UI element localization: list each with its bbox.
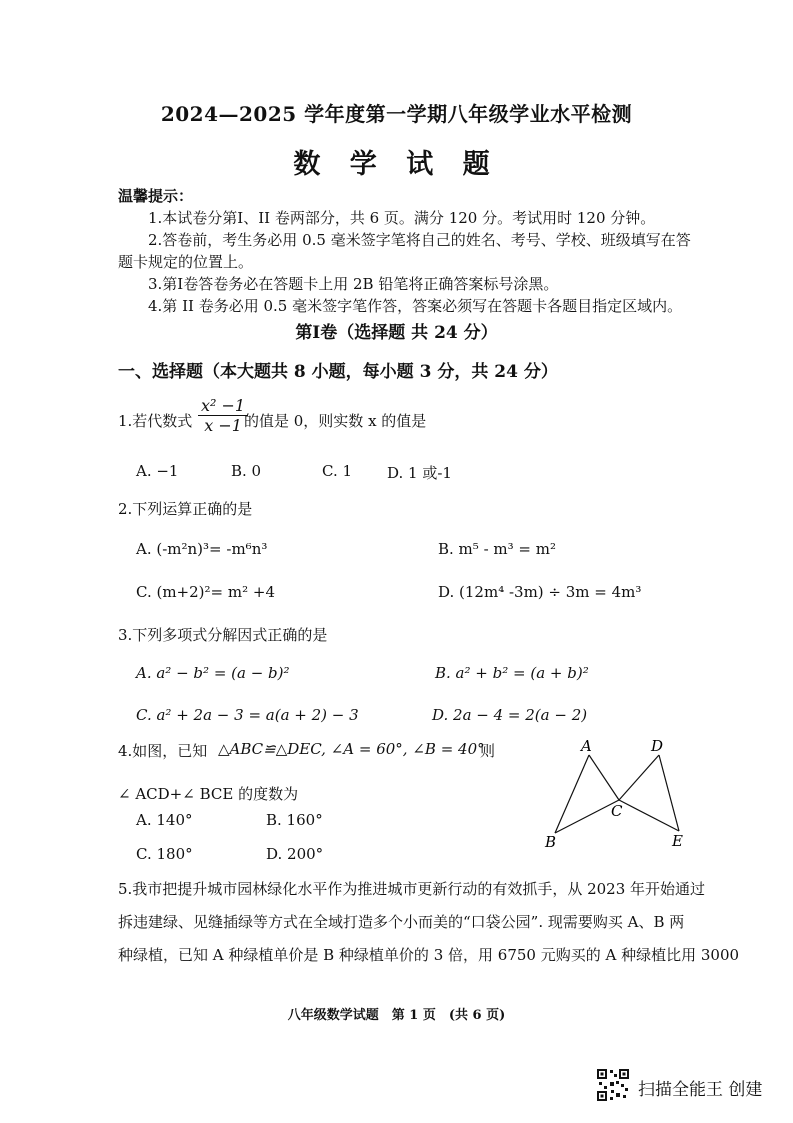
- q5-line-1: 5.我市把提升城市园林绿化水平作为推进城市更新行动的有效抓手，从 2023 年开始通过: [118, 880, 706, 898]
- tip-item: 3.第Ⅰ卷答卷务必在答题卡上用 2B 铅笔将正确答案标号涂黑。: [148, 275, 559, 293]
- q1-option-b: B. 0: [231, 462, 262, 480]
- q4-option-b: B. 160°: [266, 811, 323, 829]
- segment-ac: [589, 755, 619, 800]
- q1-prefix: 1.若代数式: [118, 412, 193, 430]
- q2-option-d: D. (12m⁴ -3m) ÷ 3m = 4m³: [438, 583, 642, 601]
- tip-item: 1.本试卷分第Ⅰ、II 卷两部分，共 6 页。满分 120 分。考试用时 120 分钟。: [148, 209, 656, 227]
- part-one-title: 第Ⅰ卷（选择题 共 24 分）: [295, 323, 498, 343]
- exam-title: 2024—2025 学年度第一学期八年级学业水平检测: [160, 102, 633, 126]
- label-e: E: [672, 832, 683, 850]
- q2-option-b: B. m⁵ - m³ = m²: [438, 540, 556, 558]
- q5-line-3: 种绿植，已知 A 种绿植单价是 B 种绿植单价的 3 倍，用 6750 元购买的 A 种绿植比用 3000: [118, 946, 740, 964]
- q4-stem-b: 则: [480, 742, 496, 760]
- q1-fraction-denominator: x −1: [204, 416, 242, 435]
- q4-option-a: A. 140°: [136, 811, 193, 829]
- q2-stem: 2.下列运算正确的是: [118, 500, 253, 518]
- q1-option-d: D. 1 或-1: [387, 464, 452, 482]
- q4-triangle-figure: [535, 733, 705, 853]
- tip-item: 4.第 II 卷务必用 0.5 毫米签字笔作答，答案必须写在答题卡各题目指定区域内。: [148, 297, 683, 315]
- label-c: C: [611, 802, 623, 820]
- label-a: A: [581, 737, 592, 755]
- q3-option-c: C. a² + 2a − 3 = a(a + 2) − 3: [136, 706, 359, 724]
- segment-ce: [619, 800, 679, 831]
- subject-title: 数 学 试 题: [293, 149, 500, 180]
- q1-fraction-numerator: x² −1: [198, 396, 248, 416]
- q2-option-a: A. (-m²n)³= -m⁶n³: [136, 540, 268, 558]
- segment-de: [659, 755, 679, 831]
- q4-stem-c: ∠ ACD+∠ BCE 的度数为: [118, 785, 299, 803]
- q3-option-b: B. a² + b² = (a + b)²: [435, 664, 589, 682]
- qr-code-icon: [596, 1068, 630, 1102]
- segment-bc: [555, 800, 619, 833]
- q4-option-d: D. 200°: [266, 845, 324, 863]
- q4-stem-math: △ABC≌△DEC, ∠A = 60°, ∠B = 40°: [218, 740, 485, 758]
- scanner-watermark: 扫描全能王 创建: [638, 1080, 763, 1100]
- segment-cd: [619, 755, 659, 800]
- q4-option-c: C. 180°: [136, 845, 193, 863]
- q3-option-a: A. a² − b² = (a − b)²: [136, 664, 290, 682]
- label-d: D: [651, 737, 664, 755]
- tip-item: 2.答卷前，考生务必用 0.5 毫米签字笔将自己的姓名、考号、学校、班级填写在答: [148, 231, 691, 249]
- q3-option-d: D. 2a − 4 = 2(a − 2): [432, 706, 588, 724]
- tips-heading: 温馨提示：: [118, 187, 194, 205]
- page-footer: 八年级数学试题 第 1 页 (共 6 页): [287, 1008, 506, 1023]
- q1-suffix: 的值是 0，则实数 x 的值是: [244, 412, 427, 430]
- q4-stem-a: 4.如图，已知: [118, 742, 208, 760]
- q3-stem: 3.下列多项式分解因式正确的是: [118, 626, 328, 644]
- segment-ab: [555, 755, 589, 833]
- q1-fraction: [198, 396, 248, 435]
- q1-option-a: A. −1: [136, 462, 179, 480]
- q1-option-c: C. 1: [322, 462, 353, 480]
- q2-option-c: C. (m+2)²= m² +4: [136, 583, 275, 601]
- tip-item: 题卡规定的位置上。: [118, 253, 254, 271]
- q5-line-2: 拆违建绿、见缝插绿等方式在全域打造多个小而美的“口袋公园”. 现需要购买 A、B 两: [118, 913, 685, 931]
- choice-section-title: 一、选择题（本大题共 8 小题，每小题 3 分，共 24 分）: [118, 362, 558, 382]
- label-b: B: [545, 833, 557, 851]
